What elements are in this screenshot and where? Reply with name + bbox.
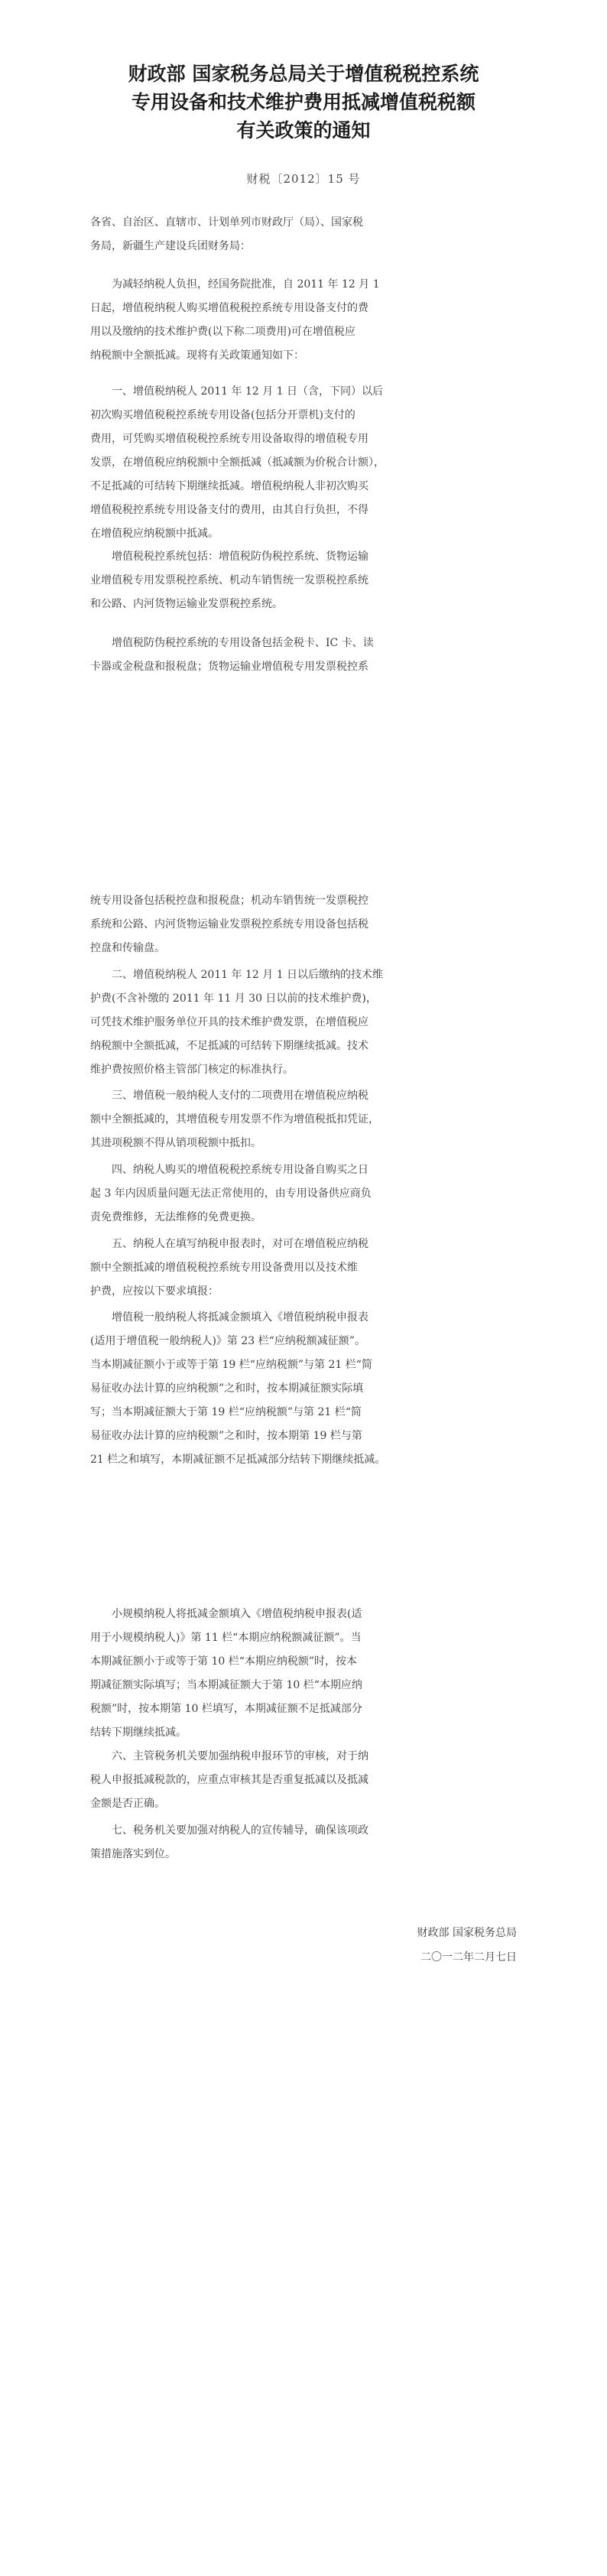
text-line: 增值税税控系统专用设备支付的费用，由其自行负担，不得 <box>90 504 368 516</box>
text-line: 护费，应按以下要求填报： <box>90 1285 219 1298</box>
signature-block <box>417 1921 517 1970</box>
text-line: (适用于增值税一般纳税人)》第 23 栏“应纳税额减征额”。 <box>90 1335 365 1347</box>
text-line: 增值税税控系统包括：增值税防伪税控系统、货物运输 <box>90 551 368 563</box>
text-line: 系统和公路、内河货物运输业发票税控系统专用设备包括税 <box>90 918 368 931</box>
text-line: 小规模纳税人将抵减金额填入《增值税纳税申报表(适 <box>90 1608 362 1620</box>
document-number: 财税〔2012〕15 号 <box>246 172 361 186</box>
text-line: 日起，增值税纳税人购买增值税税控系统专用设备支付的费 <box>90 302 368 314</box>
paragraph-item-3 <box>90 1084 498 1155</box>
paragraph-system-list <box>90 545 498 616</box>
paragraph-small-taxpayer <box>90 1603 498 1745</box>
text-line: 五、纳税人在填写纳税申报表时，对可在增值税应纳税 <box>90 1238 368 1250</box>
text-line: 易征收办法计算的应纳税额”之和时，按本期减征额实际填 <box>90 1382 364 1395</box>
text-line: 增值税一般纳税人将抵减金额填入《增值税纳税申报表 <box>90 1311 368 1324</box>
text-line: 纳税额中全额抵减。现将有关政策通知如下： <box>90 349 304 362</box>
text-line: 初次购买增值税税控系统专用设备(包括分开票机)支付的 <box>90 409 355 421</box>
paragraph-devices <box>90 632 498 679</box>
text-line: 策措施落实到位。 <box>90 1848 176 1860</box>
title-line: 专用设备和技术维护费用抵减增值税税额 <box>131 91 476 113</box>
paragraph-item-1 <box>90 380 498 546</box>
paragraph-intro <box>90 273 498 368</box>
text-line: 不足抵减的可结转下期继续抵减。增值税纳税人非初次购买 <box>90 480 368 492</box>
paragraph-item-4 <box>90 1158 498 1230</box>
text-line: 二、增值税纳税人 2011 年 12 月 1 日以后缴纳的技术维 <box>90 969 384 981</box>
text-line: 本期减征额小于或等于第 10 栏“本期应纳税额”时，按本 <box>90 1655 358 1668</box>
text-line: 业增值税专用发票税控系统、机动车销售统一发票税控系统 <box>90 574 368 586</box>
text-line: 当本期减征额小于或等于第 19 栏“应纳税额”与第 21 栏“简 <box>90 1359 372 1371</box>
signature-org: 财政部 国家税务总局 <box>417 1927 517 1939</box>
text-line: 用以及缴纳的技术维护费(以下称二项费用)可在增值税应 <box>90 326 355 338</box>
text-line: 控盘和传输盘。 <box>90 942 165 954</box>
text-line: 纳税额中全额抵减，不足抵减的可结转下期继续抵减。技术 <box>90 1040 368 1052</box>
paragraph-devices-continued <box>90 889 498 960</box>
text-line: 维护费按照价格主管部门核定的标准执行。 <box>90 1064 294 1076</box>
text-line: 额中全额抵减的，其增值税专用发票不作为增值税抵扣凭证， <box>90 1113 379 1126</box>
text-line: 在增值税应纳税额中抵减。 <box>90 528 219 540</box>
text-line: 可凭技术维护服务单位开具的技术维护费发票，在增值税应 <box>90 1016 368 1028</box>
text-line: 增值税防伪税控系统的专用设备包括金税卡、IC 卡、读 <box>90 637 374 649</box>
text-line: 卡器或金税盘和报税盘；货物运输业增值税专用发票税控系 <box>90 661 368 673</box>
paragraph-item-2 <box>90 963 498 1082</box>
text-line: 税人申报抵减税款的，应重点审核其是否重复抵减以及抵减 <box>90 1774 368 1786</box>
text-line: 易征收办法计算的应纳税额”之和时，按本期第 19 栏与第 <box>90 1430 362 1442</box>
text-line: 护费(不含补缴的 2011 年 11 月 30 日以前的技术维护费)， <box>90 992 377 1005</box>
text-line: 结转下期继续抵减。 <box>90 1727 187 1739</box>
text-line: 六、主管税务机关要加强纳税申报环节的审核，对于纳 <box>90 1750 368 1762</box>
signature-date: 二〇一二年二月七日 <box>420 1951 517 1964</box>
text-line: 21 栏之和填写，本期减征额不足抵减部分结转下期继续抵减。 <box>90 1454 386 1466</box>
text-line: 为减轻纳税人负担，经国务院批准，自 2011 年 12 月 1 <box>90 278 380 291</box>
text-line: 责免费维修，无法维修的免费更换。 <box>90 1211 261 1223</box>
text-line: 七、税务机关要加强对纳税人的宣传辅导，确保该项政 <box>90 1824 368 1837</box>
text-line: 其进项税额不得从销项税额中抵扣。 <box>90 1137 261 1149</box>
text-line: 和公路、内河货物运输业发票税控系统。 <box>90 598 283 610</box>
text-line: 各省、自治区、直辖市、计划单列市财政厅（局）、国家税 <box>90 216 363 229</box>
paragraph-general-taxpayer <box>90 1306 498 1472</box>
text-line: 额中全额抵减的增值税税控系统专用设备费用以及技术维 <box>90 1262 358 1274</box>
addressee <box>90 211 498 258</box>
paragraph-item-7 <box>90 1819 498 1866</box>
text-line: 发票，在增值税应纳税额中全额抵减（抵减额为价税合计额）， <box>90 456 385 469</box>
paragraph-item-6 <box>90 1745 498 1816</box>
text-line: 一、增值税纳税人 2011 年 12 月 1 日（含，下同）以后 <box>90 385 384 398</box>
text-line: 税额”时，按本期第 10 栏填写，本期减征额不足抵减部分 <box>90 1703 362 1715</box>
text-line: 三、增值税一般纳税人支付的二项费用在增值税应纳税 <box>90 1090 368 1102</box>
text-line: 费用，可凭购买增值税税控系统专用设备取得的增值税专用 <box>90 433 368 445</box>
text-line: 金额是否正确。 <box>90 1798 165 1810</box>
title-line: 有关政策的通知 <box>236 119 371 141</box>
text-line: 起 3 年内因质量问题无法正常使用的，由专用设备供应商负 <box>90 1187 372 1200</box>
text-line: 用于小规模纳税人)》第 11 栏“本期应纳税额减征额”。当 <box>90 1632 362 1644</box>
title-line: 财政部 国家税务总局关于增值税税控系统 <box>128 63 479 85</box>
document-title <box>0 60 607 145</box>
text-line: 统专用设备包括税控盘和报税盘；机动车销售统一发票税控 <box>90 895 368 907</box>
text-line: 期减征额实际填写；当本期减征额大于第 10 栏“本期应纳 <box>90 1679 362 1691</box>
paragraph-item-5 <box>90 1233 498 1304</box>
text-line: 务局，新疆生产建设兵团财务局： <box>90 240 251 252</box>
text-line: 四、纳税人购买的增值税税控系统专用设备自购买之日 <box>90 1164 368 1176</box>
text-line: 写；当本期减征额大于第 19 栏“应纳税额”与第 21 栏“简 <box>90 1406 362 1418</box>
